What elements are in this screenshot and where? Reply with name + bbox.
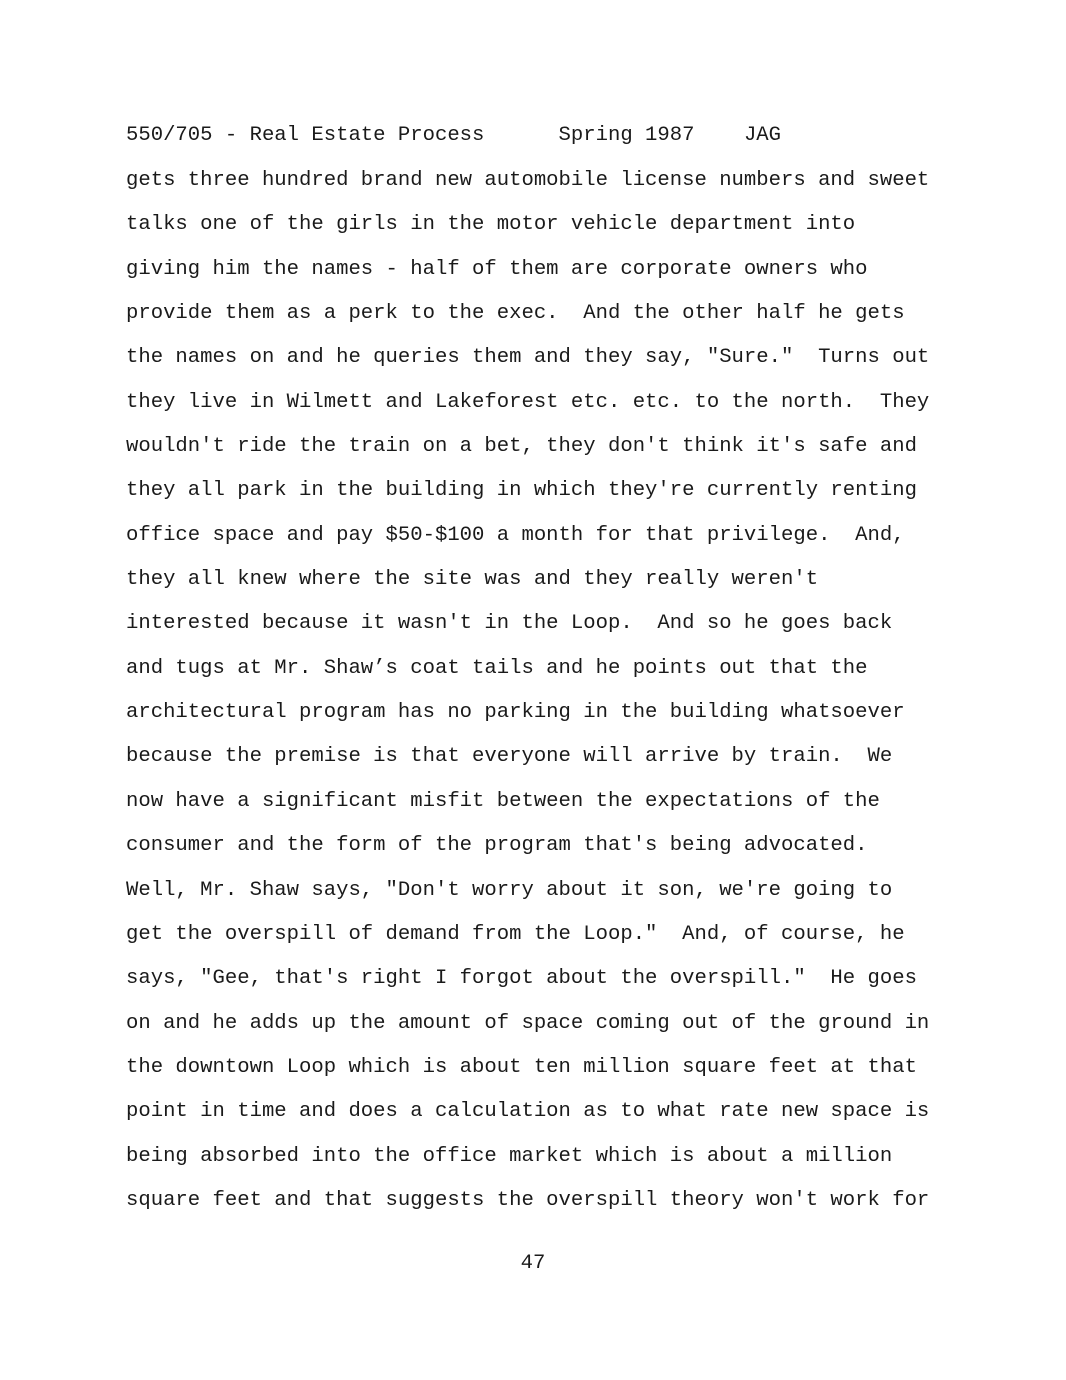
term-label: Spring 1987 [558,124,695,147]
text-line: they live in Wilmett and Lakeforest etc. etc. to the north. They [126,390,930,414]
text-line: giving him the names - half of them are corporate owners who [126,257,868,281]
text-line: interested because it wasn't in the Loop. And so he goes back [126,612,893,636]
text-line: consumer and the form of the program that's being advocated. [126,834,868,858]
text-line: on and he adds up the amount of space coming out of the ground in [126,1011,930,1035]
text-line: gets three hundred brand new automobile license numbers and sweet [126,169,930,192]
text-line: Well, Mr. Shaw says, "Don't worry about it son, we're going to [126,878,893,902]
text-line: wouldn't ride the train on a bet, they don't think it's safe and [126,435,917,459]
text-line: and tugs at Mr. Shaw’s coat tails and he points out that the [126,656,868,680]
text-line: point in time and does a calculation as to what rate new space is [126,1100,930,1124]
course-title: 550/705 - Real Estate Process [126,124,485,147]
text-line: office space and pay $50-$100 a month for that privilege. And, [126,523,905,547]
text-line: get the overspill of demand from the Loop." And, of course, he [126,922,905,946]
author-initials: JAG [743,124,782,147]
body-text [126,167,1026,1231]
text-line: provide them as a perk to the exec. And the other half he gets [126,302,905,326]
text-line: being absorbed into the office market which is about a million [126,1144,893,1168]
page-number: 47 [520,1252,546,1275]
text-line: because the premise is that everyone will arrive by train. We [126,745,893,769]
text-line: square feet and that suggests the overspill theory won't work for [126,1188,930,1212]
text-line: now have a significant misfit between the expectations of the [126,789,880,813]
page-header [126,122,781,150]
text-line: the names on and he queries them and they say, "Sure." Turns out [126,346,930,370]
text-line: says, "Gee, that's right I forgot about the overspill." He goes [126,967,917,991]
text-line: they all knew where the site was and they really weren't [126,568,819,592]
text-line: they all park in the building in which they're currently renting [126,479,917,503]
text-line: talks one of the girls in the motor vehicle department into [126,213,856,237]
text-line: architectural program has no parking in the building whatsoever [126,701,905,725]
text-line: the downtown Loop which is about ten million square feet at that [126,1055,917,1079]
